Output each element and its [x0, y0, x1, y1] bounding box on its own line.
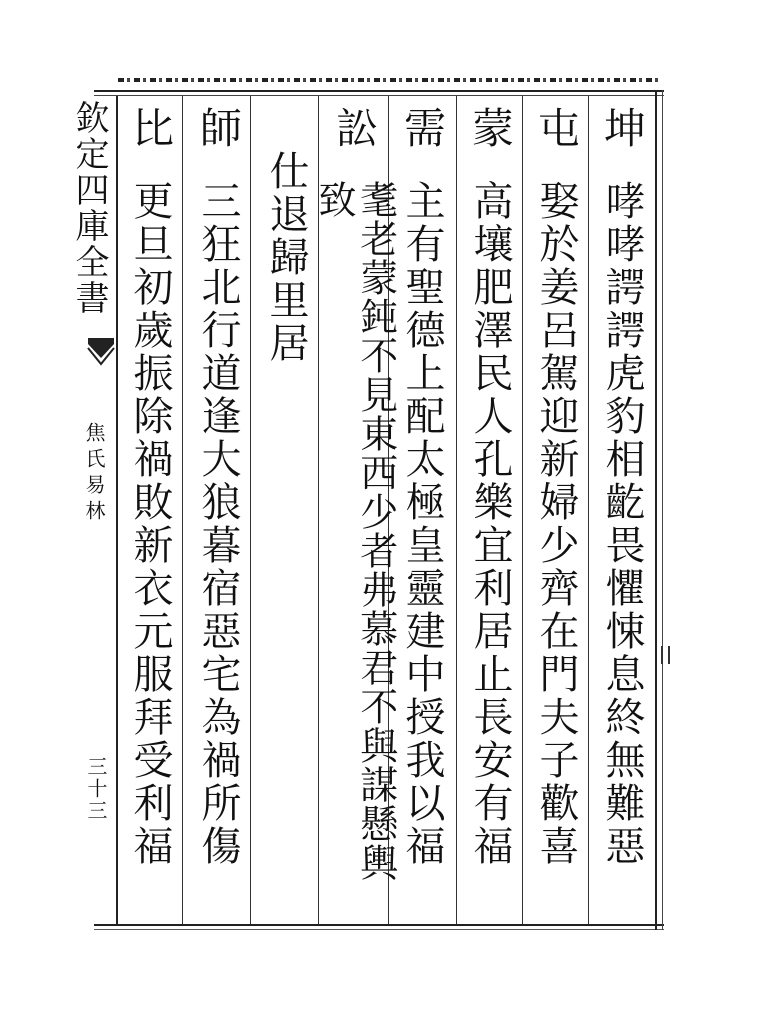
fish-tail-icon — [86, 336, 116, 366]
top-border — [94, 90, 664, 92]
gutter-border — [116, 96, 118, 924]
bottom-border — [94, 924, 664, 926]
hexagram-name: 師 — [194, 106, 243, 148]
page-number: 三十三 — [84, 756, 108, 822]
top-border-inner — [94, 95, 664, 96]
hexagram-column — [312, 106, 398, 916]
collection-title: 欽定四庫全書 — [69, 100, 109, 316]
verse-text: 主有聖德上配太極皇靈建中授我以福 — [399, 180, 445, 868]
column-divider — [182, 96, 183, 924]
column-divider — [250, 96, 251, 924]
hexagram-column — [188, 106, 248, 916]
verse-text: 三狂北行道逢大狼暮宿惡宅為禍所傷 — [195, 180, 241, 868]
top-border-ornament — [118, 78, 658, 82]
hexagram-column — [526, 106, 586, 916]
hexagram-column — [392, 106, 452, 916]
column-divider — [588, 96, 589, 924]
column-divider — [456, 96, 457, 924]
verse-text: 哮哮諤諤虎豹相齕畏懼悚息終無難惡 — [599, 180, 645, 868]
hexagram-name: 坤 — [598, 106, 647, 148]
book-title: 焦氏易林 — [82, 422, 106, 526]
right-border-outer — [662, 90, 663, 930]
hexagram-name: 需 — [398, 106, 447, 148]
hexagram-name: 屯 — [532, 106, 581, 148]
hexagram-name: 蒙 — [466, 106, 515, 148]
continuation-column — [256, 150, 316, 960]
right-border — [655, 90, 657, 930]
hexagram-name: 比 — [126, 106, 175, 148]
verse-text: 高壤肥澤民人孔樂宜利居止長安有福 — [467, 180, 513, 868]
edge-mark — [661, 646, 670, 664]
hexagram-column — [120, 106, 180, 916]
verse-text: 更旦初歲振除禍敗新衣元服拜受利福 — [127, 180, 173, 868]
verse-text: 耄老蒙鈍不見東西少者弗慕君不與謀懸輿致 — [312, 180, 398, 882]
verse-text: 娶於姜呂駕迎新婦少齊在門夫子歡喜 — [533, 180, 579, 868]
column-divider — [522, 96, 523, 924]
bottom-border-inner — [94, 929, 664, 930]
hexagram-name: 訟 — [330, 106, 379, 148]
verse-text: 仕退歸里居 — [263, 150, 309, 365]
hexagram-column — [592, 106, 652, 916]
hexagram-column — [460, 106, 520, 916]
